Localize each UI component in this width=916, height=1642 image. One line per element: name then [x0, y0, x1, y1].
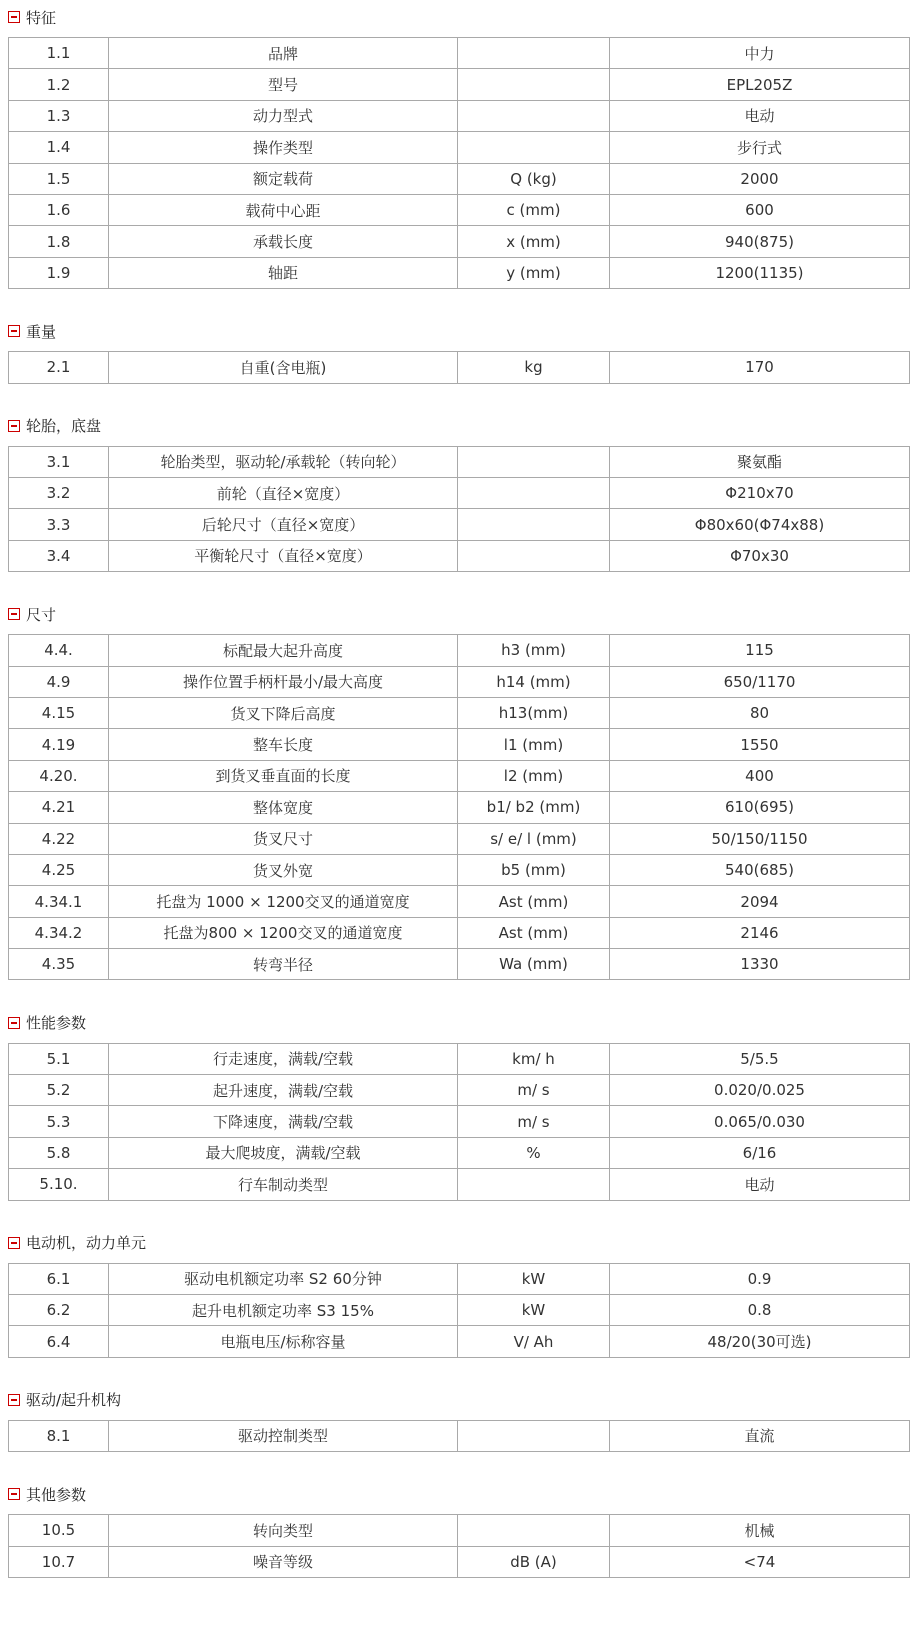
item-number-cell: 3.4	[9, 540, 109, 571]
item-number-cell: 8.1	[9, 1420, 109, 1451]
value-cell: 0.8	[610, 1294, 910, 1325]
value-cell: 540(685)	[610, 854, 910, 885]
value-cell: 400	[610, 760, 910, 791]
unit-cell	[458, 446, 610, 477]
value-cell: 2094	[610, 886, 910, 917]
value-cell: 115	[610, 635, 910, 666]
parameter-name-cell: 行走速度，满载/空载	[109, 1043, 458, 1074]
table-row	[9, 666, 910, 697]
table-row	[9, 446, 910, 477]
collapse-minus-icon[interactable]	[8, 325, 20, 337]
table-row	[9, 1546, 910, 1577]
value-cell: 170	[610, 352, 910, 383]
table-row	[9, 509, 910, 540]
table-row	[9, 1169, 910, 1200]
value-cell: 电动	[610, 1169, 910, 1200]
item-number-cell: 1.5	[9, 163, 109, 194]
collapse-minus-icon[interactable]	[8, 11, 20, 23]
table-row	[9, 163, 910, 194]
table-row	[9, 1515, 910, 1546]
unit-cell: Ast (mm)	[458, 917, 610, 948]
unit-cell: h13(mm)	[458, 697, 610, 728]
parameter-name-cell: 整体宽度	[109, 792, 458, 823]
item-number-cell: 3.3	[9, 509, 109, 540]
unit-cell: kW	[458, 1263, 610, 1294]
parameter-name-cell: 下降速度，满载/空载	[109, 1106, 458, 1137]
parameter-name-cell: 转向类型	[109, 1515, 458, 1546]
item-number-cell: 4.20.	[9, 760, 109, 791]
parameter-name-cell: 驱动电机额定功率 S2 60分钟	[109, 1263, 458, 1294]
table-row	[9, 697, 910, 728]
table-row	[9, 69, 910, 100]
section-header[interactable]	[8, 1231, 146, 1255]
value-cell: 机械	[610, 1515, 910, 1546]
unit-cell	[458, 38, 610, 69]
value-cell: 2146	[610, 917, 910, 948]
section-title: 尺寸	[26, 605, 57, 624]
item-number-cell: 6.4	[9, 1326, 109, 1357]
unit-cell: V/ Ah	[458, 1326, 610, 1357]
item-number-cell: 1.4	[9, 132, 109, 163]
table-row	[9, 760, 910, 791]
collapse-minus-icon[interactable]	[8, 1237, 20, 1249]
section-title: 驱动/起升机构	[26, 1391, 122, 1410]
table-row	[9, 194, 910, 225]
item-number-cell: 1.8	[9, 226, 109, 257]
collapse-minus-icon[interactable]	[8, 1394, 20, 1406]
unit-cell: dB (A)	[458, 1546, 610, 1577]
table-row	[9, 635, 910, 666]
unit-cell: s/ e/ l (mm)	[458, 823, 610, 854]
unit-cell: h3 (mm)	[458, 635, 610, 666]
item-number-cell: 5.1	[9, 1043, 109, 1074]
table-row	[9, 38, 910, 69]
item-number-cell: 3.1	[9, 446, 109, 477]
item-number-cell: 10.7	[9, 1546, 109, 1577]
parameter-name-cell: 托盘为 1000 × 1200交叉的通道宽度	[109, 886, 458, 917]
value-cell: 步行式	[610, 132, 910, 163]
section-title: 特征	[26, 8, 57, 27]
item-number-cell: 5.2	[9, 1074, 109, 1105]
value-cell: 聚氨酯	[610, 446, 910, 477]
unit-cell	[458, 132, 610, 163]
value-cell: Φ210x70	[610, 477, 910, 508]
value-cell: 600	[610, 194, 910, 225]
item-number-cell: 5.3	[9, 1106, 109, 1137]
table-row	[9, 226, 910, 257]
item-number-cell: 1.3	[9, 100, 109, 131]
item-number-cell: 6.1	[9, 1263, 109, 1294]
item-number-cell: 1.2	[9, 69, 109, 100]
collapse-minus-icon[interactable]	[8, 608, 20, 620]
table-row	[9, 949, 910, 980]
value-cell: 610(695)	[610, 792, 910, 823]
section-title: 电动机，动力单元	[26, 1234, 147, 1253]
unit-cell: Ast (mm)	[458, 886, 610, 917]
unit-cell: y (mm)	[458, 257, 610, 288]
item-number-cell: 4.35	[9, 949, 109, 980]
table-row	[9, 132, 910, 163]
value-cell: 电动	[610, 100, 910, 131]
value-cell: Φ70x30	[610, 540, 910, 571]
table-row	[9, 917, 910, 948]
table-row	[9, 1420, 910, 1451]
parameter-name-cell: 货叉下降后高度	[109, 697, 458, 728]
value-cell: Φ80x60(Φ74x88)	[610, 509, 910, 540]
value-cell: 1330	[610, 949, 910, 980]
unit-cell: kg	[458, 352, 610, 383]
parameter-name-cell: 行车制动类型	[109, 1169, 458, 1200]
parameter-name-cell: 操作位置手柄杆最小/最大高度	[109, 666, 458, 697]
item-number-cell: 4.22	[9, 823, 109, 854]
value-cell: 直流	[610, 1420, 910, 1451]
unit-cell	[458, 1420, 610, 1451]
parameter-name-cell: 标配最大起升高度	[109, 635, 458, 666]
table-row	[9, 1326, 910, 1357]
unit-cell: km/ h	[458, 1043, 610, 1074]
table-row	[9, 1043, 910, 1074]
table-row	[9, 257, 910, 288]
table-row	[9, 477, 910, 508]
unit-cell: c (mm)	[458, 194, 610, 225]
spec-table	[8, 1420, 910, 1452]
parameter-name-cell: 轴距	[109, 257, 458, 288]
parameter-name-cell: 托盘为800 × 1200交叉的通道宽度	[109, 917, 458, 948]
section-header[interactable]	[8, 319, 56, 343]
parameter-name-cell: 自重(含电瓶)	[109, 352, 458, 383]
parameter-name-cell: 动力型式	[109, 100, 458, 131]
item-number-cell: 10.5	[9, 1515, 109, 1546]
item-number-cell: 6.2	[9, 1294, 109, 1325]
unit-cell: %	[458, 1137, 610, 1168]
unit-cell	[458, 540, 610, 571]
value-cell: 80	[610, 697, 910, 728]
item-number-cell: 1.1	[9, 38, 109, 69]
item-number-cell: 4.9	[9, 666, 109, 697]
value-cell: 1200(1135)	[610, 257, 910, 288]
value-cell: 0.065/0.030	[610, 1106, 910, 1137]
value-cell: 50/150/1150	[610, 823, 910, 854]
unit-cell: m/ s	[458, 1074, 610, 1105]
item-number-cell: 5.8	[9, 1137, 109, 1168]
section-title: 重量	[26, 322, 57, 341]
item-number-cell: 3.2	[9, 477, 109, 508]
parameter-name-cell: 电瓶电压/标称容量	[109, 1326, 458, 1357]
unit-cell: Wa (mm)	[458, 949, 610, 980]
parameter-name-cell: 后轮尺寸（直径×宽度）	[109, 509, 458, 540]
item-number-cell: 5.10.	[9, 1169, 109, 1200]
spec-table	[8, 1263, 910, 1358]
value-cell: EPL205Z	[610, 69, 910, 100]
value-cell: <74	[610, 1546, 910, 1577]
table-row	[9, 1074, 910, 1105]
spec-table	[8, 634, 910, 980]
unit-cell: l2 (mm)	[458, 760, 610, 791]
item-number-cell: 4.15	[9, 697, 109, 728]
parameter-name-cell: 起升电机额定功率 S3 15%	[109, 1294, 458, 1325]
parameter-name-cell: 噪音等级	[109, 1546, 458, 1577]
parameter-name-cell: 整车长度	[109, 729, 458, 760]
value-cell: 940(875)	[610, 226, 910, 257]
value-cell: 5/5.5	[610, 1043, 910, 1074]
unit-cell: Q (kg)	[458, 163, 610, 194]
item-number-cell: 4.21	[9, 792, 109, 823]
item-number-cell: 4.34.2	[9, 917, 109, 948]
section-header[interactable]	[8, 414, 101, 438]
unit-cell	[458, 509, 610, 540]
unit-cell: l1 (mm)	[458, 729, 610, 760]
value-cell: 0.020/0.025	[610, 1074, 910, 1105]
section-title: 性能参数	[26, 1014, 87, 1033]
spec-table	[8, 446, 910, 573]
table-row	[9, 1137, 910, 1168]
table-row	[9, 854, 910, 885]
parameter-name-cell: 起升速度，满载/空载	[109, 1074, 458, 1105]
table-row	[9, 792, 910, 823]
section-header[interactable]	[8, 1482, 86, 1506]
table-row	[9, 823, 910, 854]
unit-cell	[458, 1515, 610, 1546]
table-row	[9, 540, 910, 571]
table-row	[9, 729, 910, 760]
value-cell: 650/1170	[610, 666, 910, 697]
unit-cell: x (mm)	[458, 226, 610, 257]
item-number-cell: 4.19	[9, 729, 109, 760]
unit-cell: m/ s	[458, 1106, 610, 1137]
section-header[interactable]	[8, 1011, 86, 1035]
parameter-name-cell: 品牌	[109, 38, 458, 69]
parameter-name-cell: 货叉尺寸	[109, 823, 458, 854]
value-cell: 48/20(30可选)	[610, 1326, 910, 1357]
unit-cell: b5 (mm)	[458, 854, 610, 885]
spec-table	[8, 37, 910, 289]
spec-table	[8, 351, 910, 383]
unit-cell	[458, 1169, 610, 1200]
unit-cell	[458, 477, 610, 508]
table-row	[9, 1263, 910, 1294]
parameter-name-cell: 前轮（直径×宽度）	[109, 477, 458, 508]
table-row	[9, 1294, 910, 1325]
unit-cell: b1/ b2 (mm)	[458, 792, 610, 823]
item-number-cell: 4.25	[9, 854, 109, 885]
section-header[interactable]	[8, 5, 56, 29]
parameter-name-cell: 到货叉垂直面的长度	[109, 760, 458, 791]
value-cell: 1550	[610, 729, 910, 760]
parameter-name-cell: 轮胎类型，驱动轮/承载轮（转向轮）	[109, 446, 458, 477]
parameter-name-cell: 货叉外宽	[109, 854, 458, 885]
table-row	[9, 1106, 910, 1137]
table-row	[9, 886, 910, 917]
unit-cell: h14 (mm)	[458, 666, 610, 697]
item-number-cell: 1.6	[9, 194, 109, 225]
item-number-cell: 2.1	[9, 352, 109, 383]
table-row	[9, 100, 910, 131]
collapse-minus-icon[interactable]	[8, 420, 20, 432]
unit-cell: kW	[458, 1294, 610, 1325]
parameter-name-cell: 平衡轮尺寸（直径×宽度）	[109, 540, 458, 571]
collapse-minus-icon[interactable]	[8, 1488, 20, 1500]
parameter-name-cell: 型号	[109, 69, 458, 100]
item-number-cell: 4.34.1	[9, 886, 109, 917]
spec-table	[8, 1043, 910, 1201]
spec-table	[8, 1514, 910, 1578]
unit-cell	[458, 100, 610, 131]
section-title: 其他参数	[26, 1485, 87, 1504]
parameter-name-cell: 最大爬坡度，满载/空载	[109, 1137, 458, 1168]
section-title: 轮胎，底盘	[26, 417, 102, 436]
parameter-name-cell: 额定载荷	[109, 163, 458, 194]
value-cell: 中力	[610, 38, 910, 69]
item-number-cell: 4.4.	[9, 635, 109, 666]
parameter-name-cell: 转弯半径	[109, 949, 458, 980]
parameter-name-cell: 承载长度	[109, 226, 458, 257]
section-header[interactable]	[8, 1388, 121, 1412]
parameter-name-cell: 操作类型	[109, 132, 458, 163]
parameter-name-cell: 载荷中心距	[109, 194, 458, 225]
value-cell: 6/16	[610, 1137, 910, 1168]
value-cell: 0.9	[610, 1263, 910, 1294]
parameter-name-cell: 驱动控制类型	[109, 1420, 458, 1451]
section-header[interactable]	[8, 602, 56, 626]
value-cell: 2000	[610, 163, 910, 194]
item-number-cell: 1.9	[9, 257, 109, 288]
collapse-minus-icon[interactable]	[8, 1017, 20, 1029]
unit-cell	[458, 69, 610, 100]
table-row	[9, 352, 910, 383]
